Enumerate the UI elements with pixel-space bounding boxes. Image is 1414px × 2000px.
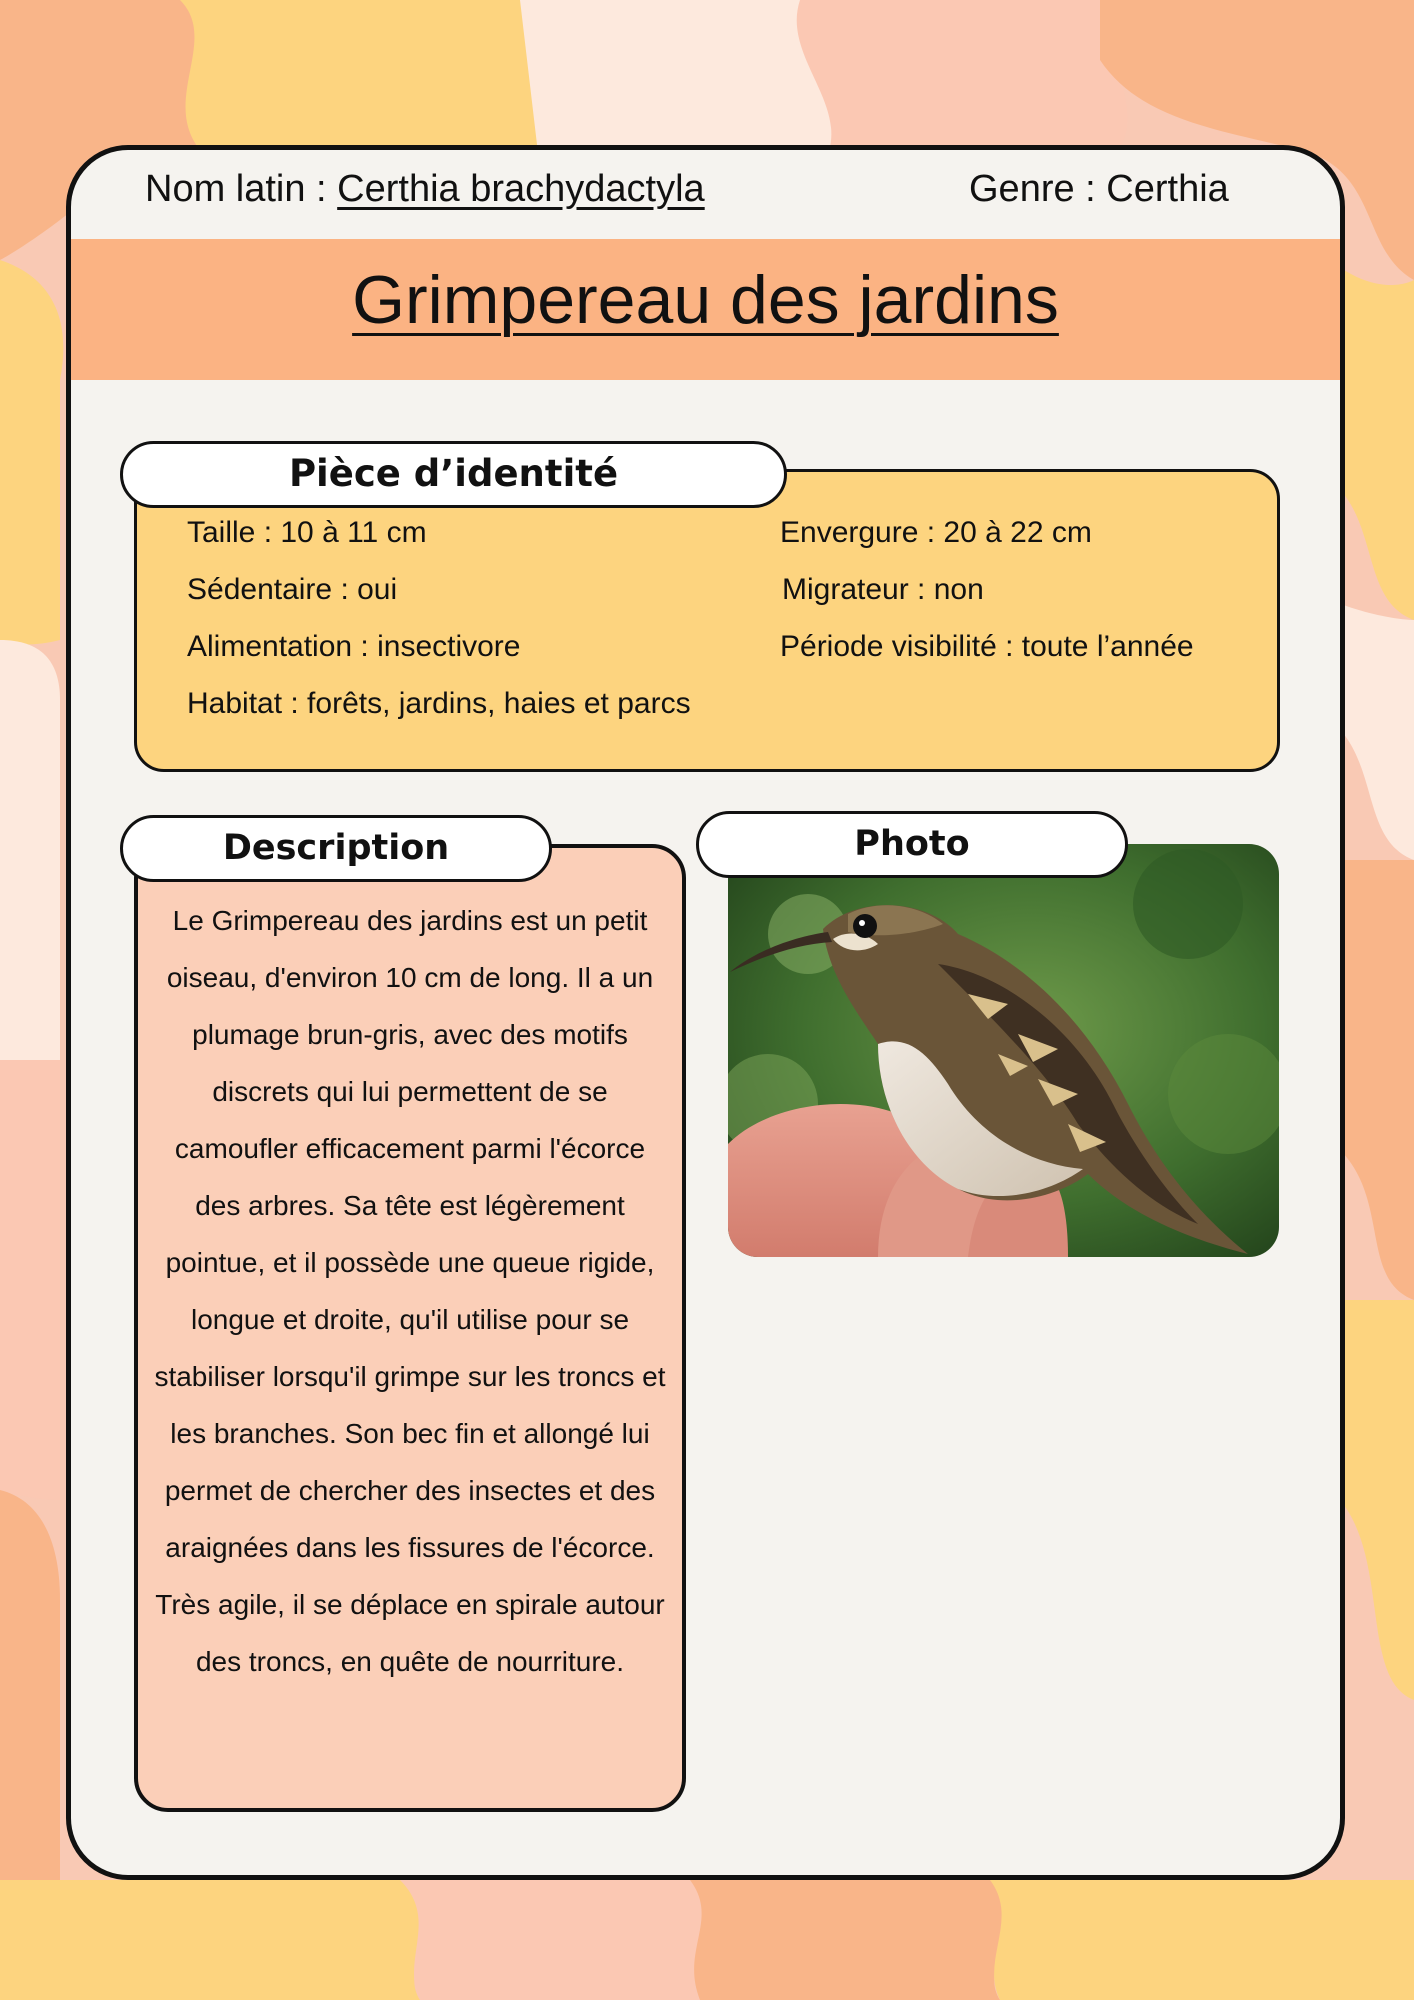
genre-line: Genre : Certhia: [969, 168, 1229, 210]
identity-size: Taille : 10 à 11 cm: [187, 516, 427, 549]
latin-name-line: [145, 168, 705, 211]
description-text: Le Grimpereau des jardins est un petit oiseau, d'environ 10 cm de long. Il a un plumage brun-gris, avec des motifs discrets qui lui permettent de se camoufler efficacement parmi l'écorce des arbres. Sa tête est légèrement pointue, et il possède une queue rigide, longue et droite, qu'il utilise pour se stabiliser lorsqu'il grimpe sur les troncs et les branches. Son bec fin et allongé lui permet de chercher des insectes et des araignées dans les fissures de l'écorce. Très agile, il se déplace en spirale autour des troncs, en quête de nourriture.: [154, 905, 666, 1677]
identity-habitat: Habitat : forêts, jardins, haies et parcs: [187, 687, 691, 720]
identity-visibility: Période visibilité : toute l’année: [780, 630, 1194, 663]
latin-label: Nom latin :: [145, 168, 338, 210]
bird-photo: [728, 844, 1279, 1257]
identity-wingspan: Envergure : 20 à 22 cm: [780, 516, 1092, 549]
identity-migratory: Migrateur : non: [782, 573, 984, 606]
identity-sedentary: Sédentaire : oui: [187, 573, 398, 606]
identity-heading: Pièce d’identité: [120, 441, 787, 508]
card-header: [71, 150, 1340, 240]
latin-name: Certhia brachydactyla: [337, 168, 705, 210]
identity-diet: Alimentation : insectivore: [187, 630, 521, 663]
identity-panel: [134, 469, 1280, 772]
photo-heading: Photo: [696, 811, 1128, 878]
description-heading: Description: [120, 815, 552, 882]
title-banner: [71, 239, 1340, 380]
description-panel: [134, 844, 686, 1812]
page-title: Grimpereau des jardins: [352, 262, 1059, 338]
